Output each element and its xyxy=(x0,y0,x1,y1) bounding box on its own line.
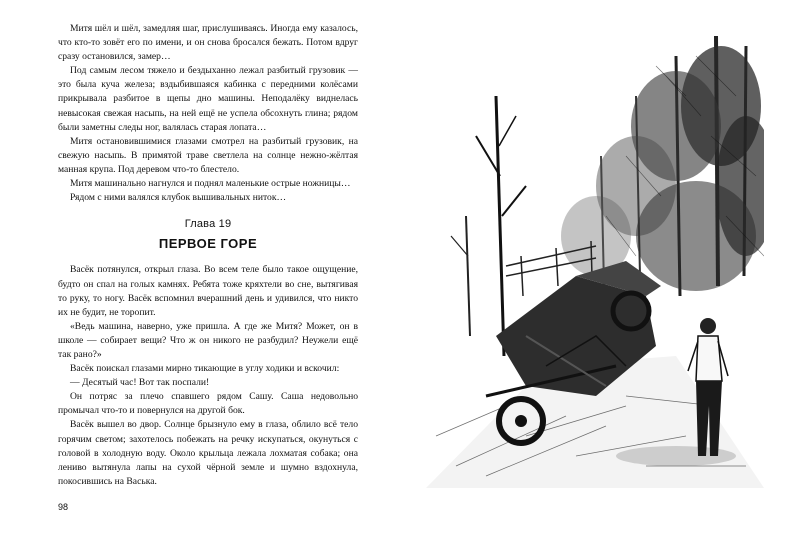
dead-tree xyxy=(451,96,526,356)
paragraph: Митя остановившимися глазами смотрел на разбитый грузовик, на свежую насыпь. В примятой траве светлела на солнце нежно-жёлтая манная крупа. Под деревом что-то блестело. xyxy=(58,135,358,175)
chapter-number: Глава 19 xyxy=(184,218,232,231)
paragraph: «Ведь машина, наверно, уже пришла. А где же Митя? Может, он в школе — собирает вещи? Что ж он никого не разбудил? Неужели ещё так рано?» xyxy=(58,320,358,360)
illustration xyxy=(426,36,764,488)
paragraph: Он потряс за плечо спавшего рядом Сашу. Саша недовольно промычал что-то и повернулся на другой бок. xyxy=(58,391,358,417)
chapter-title: ПЕРВОЕ ГОРЕ xyxy=(158,236,258,252)
text-column xyxy=(58,22,358,489)
paragraph: — Десятый час! Вот так поспали! xyxy=(70,377,210,389)
paragraph: Васёк потянулся, открыл глаза. Во всем теле было такое ощущение, будто он спал на голых камнях. Ребята тоже кряхтели во сне, вытягивая то руку, то ногу. Васёк вспомнил вчерашний день и удивился, что никто их не будит, не торопит. xyxy=(58,264,358,318)
paragraph: Митя машинально нагнулся и поднял маленькие острые ножницы… xyxy=(70,178,351,190)
paragraph: Митя шёл и шёл, замедляя шаг, прислушиваясь. Иногда ему казалось, что кто-то зовёт его по имени, и он снова бросался бежать. Потом вдруг сразу остановился, замер… xyxy=(58,23,358,63)
page-number: 98 xyxy=(58,502,69,512)
paragraph: Васёк поискал глазами мирно тикающие в углу ходики и вскочил: xyxy=(70,363,340,375)
paragraph: Под самым лесом тяжело и бездыханно лежал разбитый грузовик — это была куча железа; вздыбившаяся кабинка с передними колёсами прикрывала разбитое в щепы дно машины. Неподалёку виднелась невысокая свежая насыпь, на ней ещё не успела обсохнуть глина; рядом были заметны следы ног, валялась старая лопата… xyxy=(58,65,358,133)
paragraph: Рядом с ними валялся клубок вышивальных ниток… xyxy=(70,192,287,204)
right-page xyxy=(396,0,792,534)
paragraph: Васёк вышел во двор. Солнце брызнуло ему в глаза, облило всё тело горячим светом; захотелось побежать на речку искупаться, окунуться с головой в холодную воду. Около крыльца лежала лохматая собака; она лениво вытянула лапы на сухой чёрной земле и шумно вздохнула, покосившись на Васька. xyxy=(58,419,358,487)
